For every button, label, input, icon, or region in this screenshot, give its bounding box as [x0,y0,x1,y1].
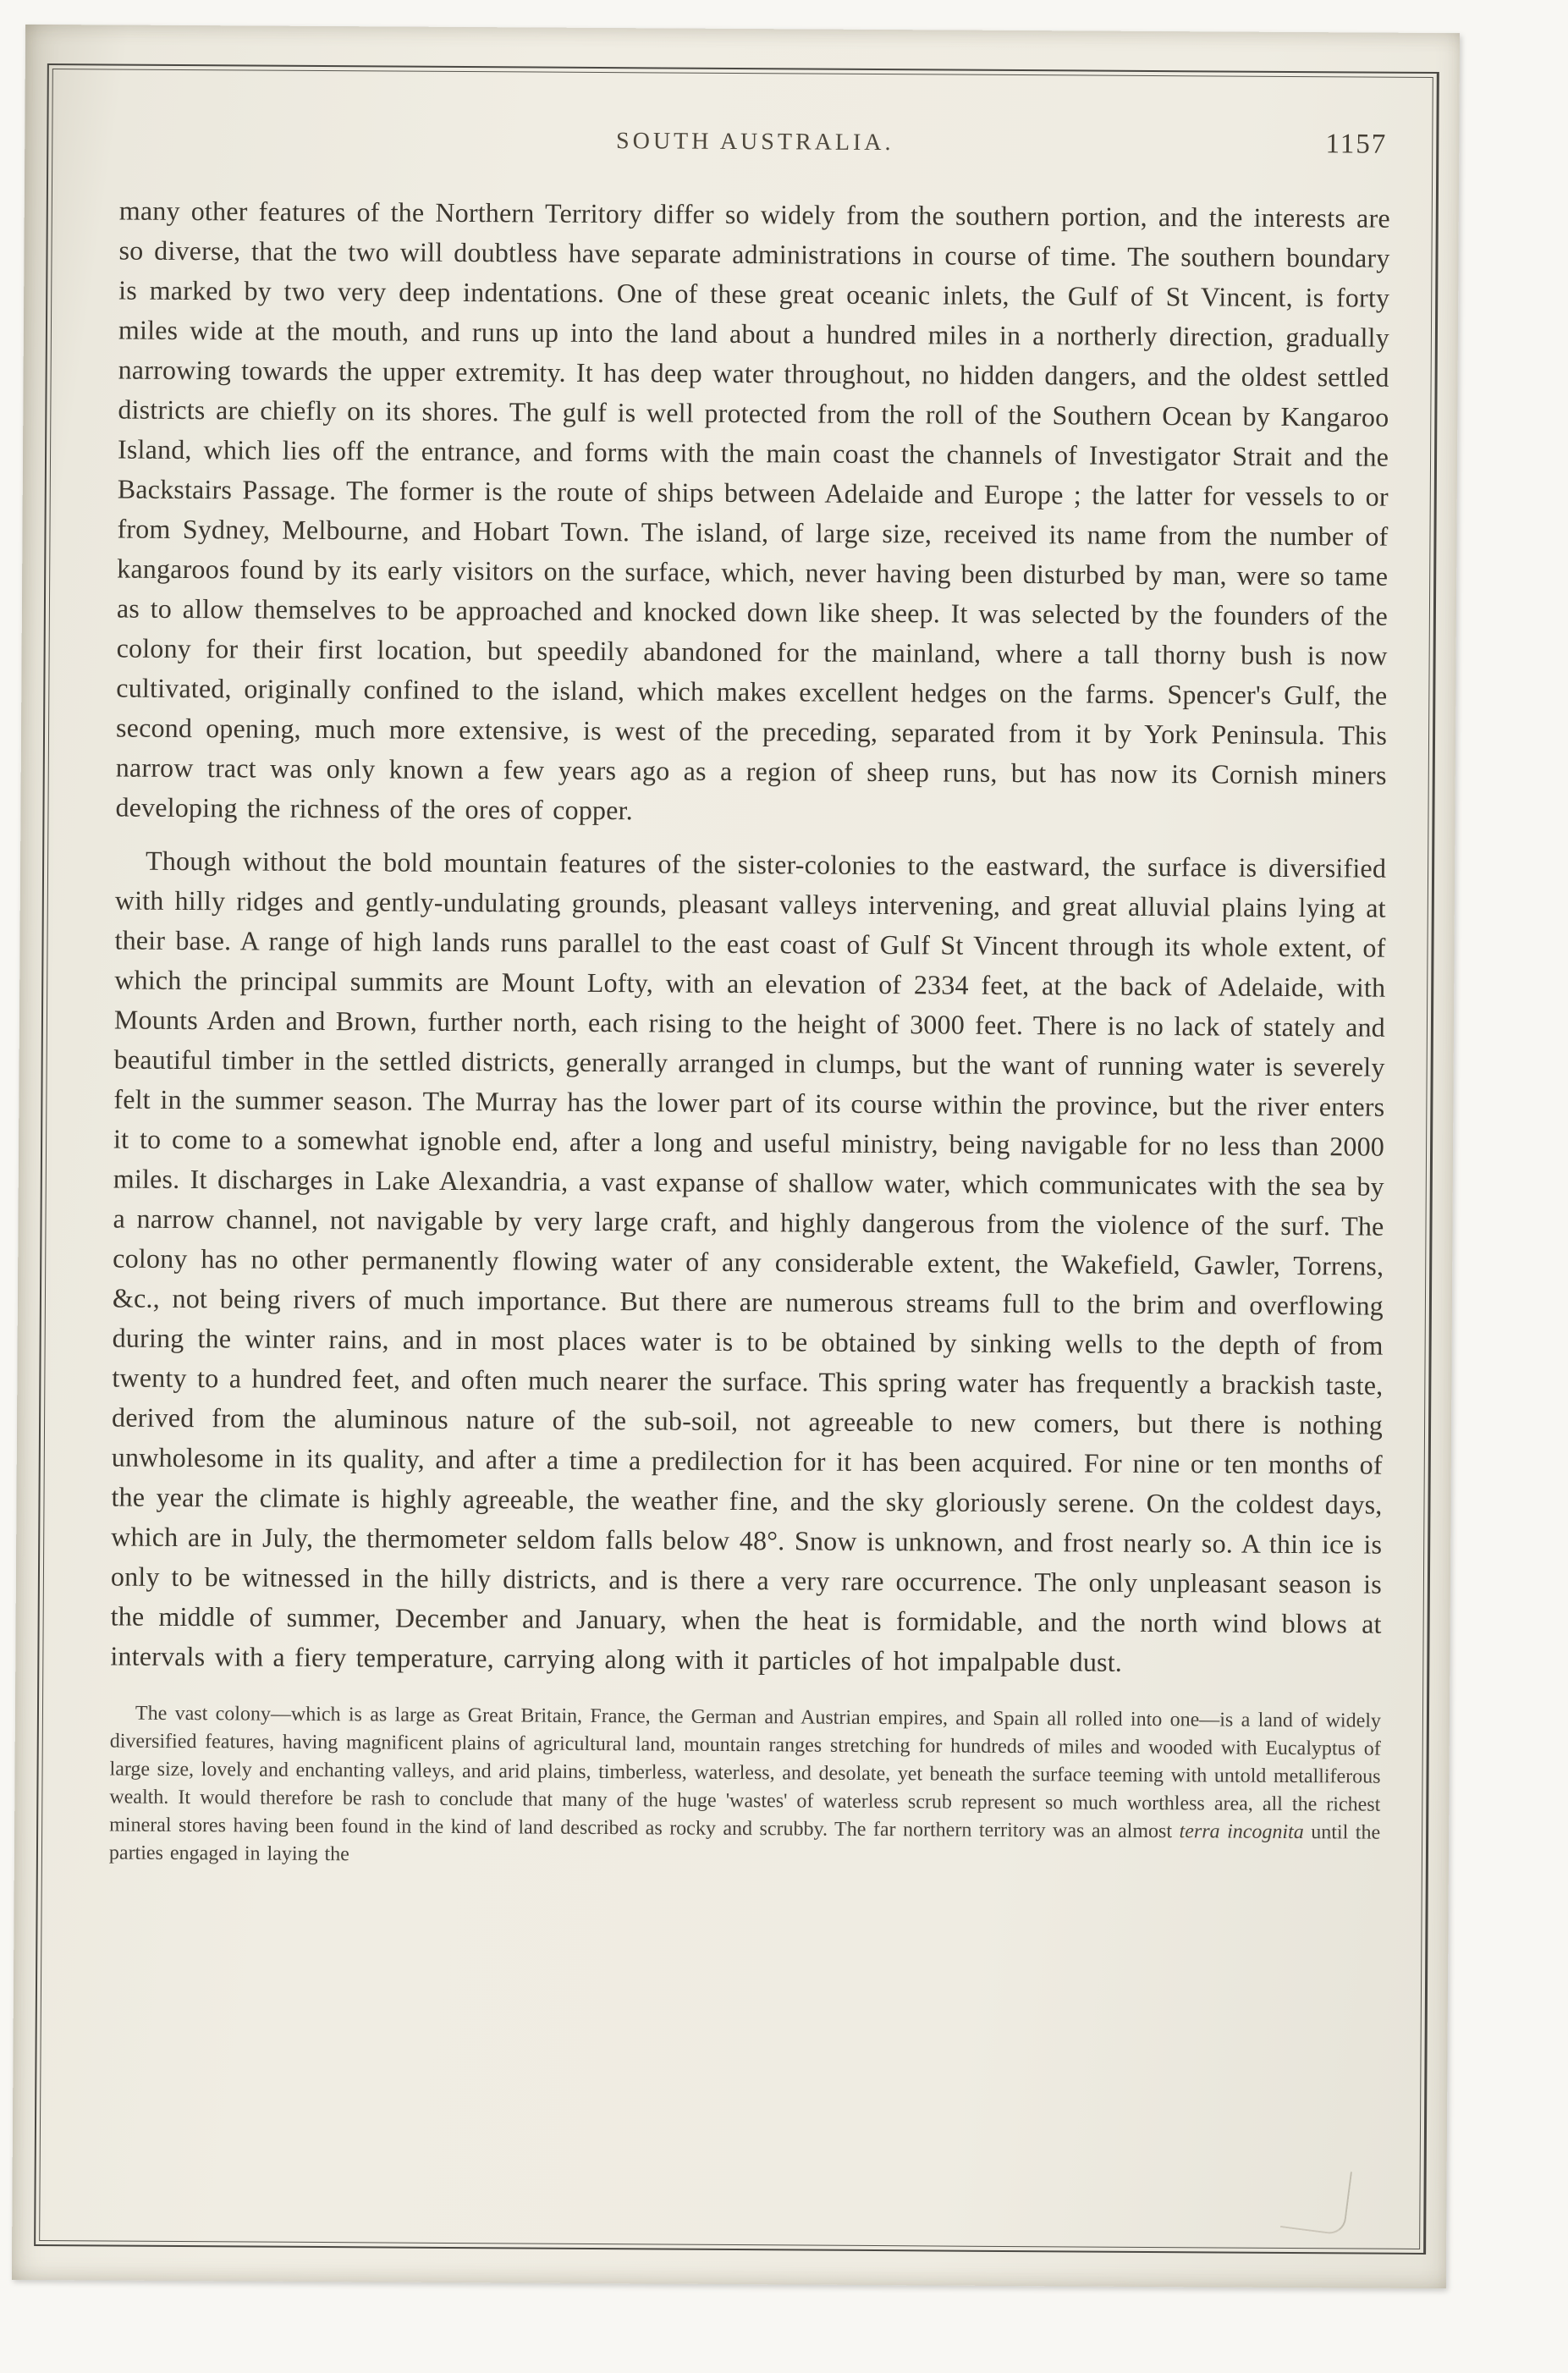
footnote [109,1699,1381,1875]
footnote-text-after: until the parties engaged in laying the [108,1821,1381,1866]
paper-sheet [12,25,1460,2288]
page-curl-mark [1280,2164,1352,2236]
footnote-italic-term: terra incognita [1179,1820,1304,1844]
footnote-text-before: The vast colony—which is as large as Great Britain, France, the German and Austrian empires, and Spain all rolled into one—is a land of widely diversified features, having magnificent plains of agricultural land, mountain ranges stretching for hundreds of miles and wooded with Eucalyptus of large size, lovely and enchanting valleys, and arid plains, timberless, waterless, and desolate, yet beneath the surface teeming with untold metalliferous wealth. It would therefore be rash to conclude that many of the huge 'wastes' of waterless scrub represent so much worthless area, all the richest mineral stores having been found in the kind of land described as rocky and scrubby. The far northern territory was an almost [109,1702,1382,1843]
page-content [109,125,1391,1875]
running-head [119,125,1390,173]
paragraph-1: many other features of the Northern Territory differ so widely from the southern portion, and the interests are so diverse, that the two will doubtless have separate administrations in course of time. The southern boundary is marked by two very deep indentations. One of these great oceanic inlets, the Gulf of St Vincent, is forty miles wide at the mouth, and runs up into the land about a hundred miles in a northerly direction, gradually narrowing towards the upper extremity. It has deep water throughout, no hidden dangers, and the oldest settled districts are chiefly on its shores. The gulf is well protected from the roll of the Southern Ocean by Kangaroo Island, which lies off the entrance, and forms with the main coast the channels of Investigator Strait and the Backstairs Passage. The former is the route of ships between Adelaide and Europe ; the latter for vessels to or from Sydney, Melbourne, and Hobart Town. The island, of large size, received its name from the number of kangaroos found by its early visitors on the surface, which, never having been disturbed by man, were so tame as to allow themselves to be approached and knocked down like sheep. It was selected by the founders of the colony for their first location, but speedily abandoned for the mainland, where a tall thorny bush is now cultivated, originally confined to the island, which makes excellent hedges on the farms. Spencer's Gulf, the second opening, much more extensive, is west of the preceding, separated from it by York Peninsula. This narrow tract was only known a few years ago as a region of sheep runs, but has now its Cornish miners developing the richness of the ores of copper. [115,195,1390,826]
page-number: 1157 [1325,129,1388,160]
page-header-title: SOUTH AUSTRALIA. [615,128,894,157]
paragraph-2: Though without the bold mountain features of the sister-colonies to the eastward, the surface is diversified with hilly ridges and gently-undulating grounds, pleasant valleys intervening, and great alluvial plains lying at their base. A range of high lands runs parallel to the east coast of Gulf St Vincent through its whole extent, of which the principal summits are Mount Lofty, with an elevation of 2334 feet, at the back of Adelaide, with Mounts Arden and Brown, further north, each rising to the height of 3000 feet. There is no lack of stately and beautiful timber in the settled districts, generally arranged in clumps, but the want of running water is severely felt in the summer season. The Murray has the lower part of its course within the province, but the river enters it to come to a somewhat ignoble end, after a long and useful ministry, being navigable for no less than 2000 miles. It discharges in Lake Alexandria, a vast expanse of shallow water, which communicates with the sea by a narrow channel, not navigable by very large craft, and highly dangerous from the violence of the surf. The colony has no other permanently flowing water of any considerable extent, the Wakefield, Gawler, Torrens, &c., not being rivers of much importance. But there are numerous streams full to the brim and overflowing during the winter rains, and in most places water is to be obtained by sinking wells to the depth of from twenty to a hundred feet, and often much nearer the surface. This spring water has frequently a brackish taste, derived from the aluminous nature of the sub-soil, not agreeable to new comers, but there is nothing unwholesome in its quality, and after a time a predilection for it has been acquired. For nine or ten months of the year the climate is highly agreeable, the weather fine, and the sky gloriously serene. On the coldest days, which are in July, the thermometer seldom falls below 48°. Snow is unknown, and frost nearly so. A thin ice is only to be witnessed in the hilly districts, and is there a very rare occurrence. The only unpleasant season is the middle of summer, December and January, when the heat is formidable, and the north wind blows at intervals with a fiery temperature, carrying along with it particles of hot impalpable dust. [110,845,1387,1677]
